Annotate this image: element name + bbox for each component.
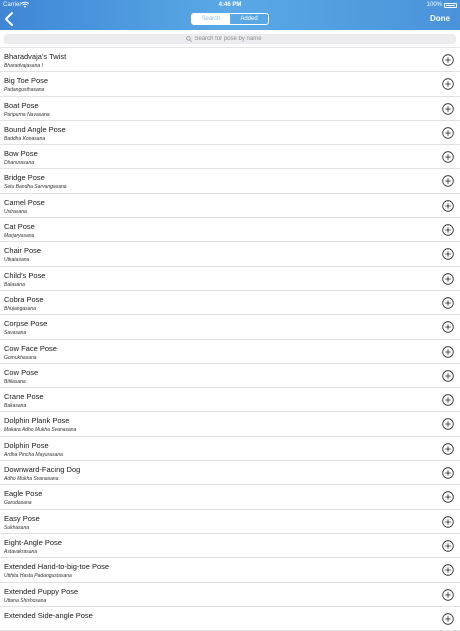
pose-row[interactable] — [0, 412, 460, 436]
pose-row[interactable] — [0, 121, 460, 145]
pose-sanskrit-name: Padangusthasana — [4, 87, 45, 94]
pose-row[interactable] — [0, 315, 460, 339]
pose-sanskrit-name: Utkatasana — [4, 257, 30, 264]
pose-name: Corpse Pose — [4, 319, 48, 329]
pose-sanskrit-name: Garudasana — [4, 500, 32, 507]
pose-row[interactable] — [0, 534, 460, 558]
add-pose-icon[interactable] — [442, 346, 454, 358]
pose-row[interactable] — [0, 388, 460, 412]
pose-sanskrit-name: Bitilasana — [4, 378, 26, 385]
pose-name: Bharadvaja's Twist — [4, 52, 67, 61]
pose-name: Chair Pose — [4, 246, 42, 256]
pose-list — [0, 48, 460, 620]
add-pose-icon[interactable] — [442, 54, 454, 66]
pose-row[interactable] — [0, 145, 460, 169]
segment-search[interactable]: Search — [192, 14, 230, 24]
pose-name: Bow Pose — [4, 149, 38, 159]
add-pose-icon[interactable] — [442, 224, 454, 236]
pose-sanskrit-name: Bharadvajasana I — [4, 63, 43, 69]
add-pose-icon[interactable] — [442, 443, 454, 455]
back-chevron-icon[interactable] — [3, 11, 17, 27]
pose-row[interactable] — [0, 194, 460, 218]
add-pose-icon[interactable] — [442, 418, 454, 430]
pose-row[interactable] — [0, 485, 460, 509]
battery-icon — [444, 3, 457, 8]
pose-row[interactable] — [0, 218, 460, 242]
add-pose-icon[interactable] — [442, 248, 454, 260]
pose-sanskrit-name: Baddha Konasana — [4, 135, 46, 142]
battery-percent: 100% — [426, 2, 442, 8]
add-pose-icon[interactable] — [442, 175, 454, 187]
pose-row[interactable] — [0, 607, 460, 631]
search-field[interactable] — [4, 34, 456, 44]
pose-sanskrit-name: Dhanurasana — [4, 160, 35, 167]
pose-sanskrit-name: Ustrasana — [4, 208, 27, 215]
pose-name: Extended Hand-to-big-toe Pose — [4, 562, 110, 572]
pose-name: Eight-Angle Pose — [4, 537, 62, 547]
pose-sanskrit-name: Ardha Pincha Mayurasana — [4, 451, 63, 458]
pose-name: Cow Face Pose — [4, 343, 57, 353]
pose-sanskrit-name: Adho Mukha Svanasana — [4, 476, 59, 483]
pose-name: Child's Pose — [4, 270, 46, 280]
pose-name: Big Toe Pose — [4, 76, 49, 86]
add-pose-icon[interactable] — [442, 103, 454, 115]
pose-row[interactable] — [0, 364, 460, 388]
pose-sanskrit-name: Utthita Hasta Padangustasana — [4, 573, 72, 580]
add-pose-icon[interactable] — [442, 589, 454, 601]
add-pose-icon[interactable] — [442, 321, 454, 333]
add-pose-icon[interactable] — [442, 151, 454, 163]
pose-sanskrit-name: Sukhasana — [4, 524, 30, 531]
pose-row[interactable] — [0, 510, 460, 534]
pose-name: Downward-Facing Dog — [4, 465, 81, 475]
pose-sanskrit-name: Setu Bandha Sarvangasana — [4, 184, 67, 191]
pose-sanskrit-name: Gomukhasana — [4, 354, 37, 361]
pose-row[interactable] — [0, 97, 460, 121]
pose-name: Bound Angle Pose — [4, 124, 66, 134]
pose-name: Eagle Pose — [4, 489, 43, 499]
pose-name: Dolphin Plank Pose — [4, 416, 70, 426]
pose-sanskrit-name: Bhujangasana — [4, 305, 36, 312]
add-pose-icon[interactable] — [442, 394, 454, 406]
pose-row[interactable] — [0, 48, 460, 72]
pose-row[interactable] — [0, 291, 460, 315]
search-added-segmented-control — [191, 13, 269, 25]
pose-name: Bridge Pose — [4, 173, 45, 183]
add-pose-icon[interactable] — [442, 78, 454, 90]
pose-sanskrit-name: Bakasana — [4, 403, 27, 410]
add-pose-icon[interactable] — [442, 491, 454, 503]
pose-name: Dolphin Pose — [4, 440, 49, 450]
pose-row[interactable] — [0, 583, 460, 607]
pose-row[interactable] — [0, 461, 460, 485]
pose-name: Extended Puppy Pose — [4, 586, 79, 596]
pose-name: Crane Pose — [4, 392, 44, 402]
pose-name: Extended Side-angle Pose — [4, 610, 93, 620]
pose-name: Boat Pose — [4, 100, 39, 110]
add-pose-icon[interactable] — [442, 297, 454, 309]
search-input[interactable] — [195, 34, 275, 44]
pose-row[interactable] — [0, 267, 460, 291]
pose-row[interactable] — [0, 242, 460, 266]
add-pose-icon[interactable] — [442, 370, 454, 382]
add-pose-icon[interactable] — [442, 467, 454, 479]
add-pose-icon[interactable] — [442, 613, 454, 625]
pose-sanskrit-name: Astavakrasana — [4, 548, 38, 555]
search-icon — [186, 36, 192, 42]
navigation-header — [0, 0, 460, 30]
pose-row[interactable] — [0, 558, 460, 582]
add-pose-icon[interactable] — [442, 564, 454, 576]
pose-name: Cobra Pose — [4, 294, 44, 304]
pose-sanskrit-name: Paripurna Navasana — [4, 111, 50, 118]
pose-sanskrit-name: Makara Adho Mukha Svanasana — [4, 427, 77, 434]
done-button[interactable]: Done — [430, 14, 450, 23]
pose-name: Cat Pose — [4, 222, 35, 232]
add-pose-icon[interactable] — [442, 127, 454, 139]
pose-name: Easy Pose — [4, 513, 40, 523]
pose-sanskrit-name: Uttana Shishosana — [4, 597, 47, 604]
pose-name: Cow Pose — [4, 367, 39, 377]
add-pose-icon[interactable] — [442, 273, 454, 285]
pose-sanskrit-name: Marjaryasana — [4, 233, 35, 240]
pose-row[interactable] — [0, 72, 460, 96]
pose-row[interactable] — [0, 437, 460, 461]
add-pose-icon[interactable] — [442, 200, 454, 212]
pose-row[interactable] — [0, 169, 460, 193]
add-pose-icon[interactable] — [442, 540, 454, 552]
status-bar — [0, 0, 460, 10]
add-pose-icon[interactable] — [442, 516, 454, 528]
segment-added[interactable]: Added — [240, 16, 258, 22]
clock: 4:46 PM — [218, 2, 242, 8]
pose-row[interactable] — [0, 340, 460, 364]
search-bar — [0, 30, 460, 48]
pose-name: Camel Pose — [4, 197, 45, 207]
carrier-label: Carrier — [3, 2, 22, 8]
pose-sanskrit-name: Savasana — [4, 330, 27, 337]
pose-sanskrit-name: Balasana — [4, 281, 25, 288]
